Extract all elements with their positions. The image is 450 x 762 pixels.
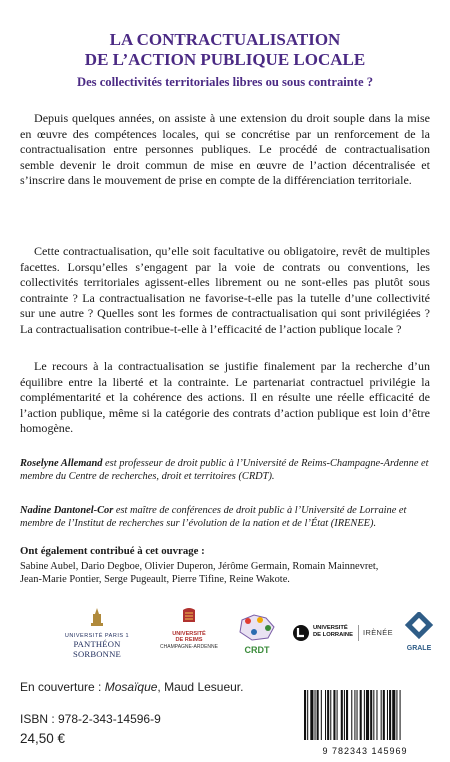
sorbonne-emblem-icon: [52, 606, 142, 628]
barcode-bar: [351, 690, 352, 740]
summary-text-2: Cette contractualisation, qu’elle soit facultative ou obligatoire, revêt de multiples facettes. Lorsqu’elles s’engagent par la voie de contrats ou conventions, les collectivités territoriales agissent-elles librement ou ne sont-elles pas plutôt sous contrainte ? La contractualisation ne favorise-t-elle pas la tutelle d’une collectivité sur une autre ? Quelles sont les formes de contractualisation qui sont privilégiées ? La contractualisation contribue-t-elle à l’efficacité de l’action publique locale ?: [20, 244, 430, 336]
reims-university-logo: [156, 606, 222, 658]
cover-credit-prefix: En couverture :: [20, 680, 105, 694]
irenee-logo: [358, 625, 403, 641]
summary-paragraph-2: [20, 244, 430, 338]
reims-text-2: DE REIMS: [175, 637, 203, 644]
barcode-bar: [357, 690, 358, 740]
barcode-bar: [315, 690, 316, 740]
lorraine-text-1: UNIVERSITÉ: [313, 625, 348, 631]
barcode-bar: [360, 690, 362, 740]
book-title-line-2: DE L’ACTION PUBLIQUE LOCALE: [84, 50, 366, 69]
grale-emblem-icon: [404, 612, 434, 640]
barcode-bar: [307, 690, 308, 740]
barcode-bar: [381, 690, 382, 740]
cover-credit-suffix: , Maud Lesueur.: [157, 680, 244, 694]
author-name-2: Nadine Dantonel-Cor: [20, 505, 114, 516]
author-bio-text-2: est maître de conférences de droit public à l’Université de Lorraine et membre de l’Institut de recherches sur l’évolution de la nation et de l’État (IRENEE).: [20, 505, 407, 529]
barcode-bar: [383, 690, 385, 740]
sorbonne-main-text: PANTHÉON SORBONNE: [73, 639, 121, 659]
contributors-heading: Ont également contribué à cet ouvrage :: [20, 545, 205, 557]
barcode-digits: 9 782343 145969: [322, 746, 408, 756]
barcode-bar: [373, 690, 374, 740]
barcode-bar: [341, 690, 343, 740]
barcode-bar: [389, 690, 391, 740]
barcode-bar: [330, 690, 331, 740]
barcode-bar: [364, 690, 365, 740]
barcode-bar: [376, 690, 377, 740]
barcode-bar: [370, 690, 372, 740]
barcode-bar: [344, 690, 345, 740]
grale-text: GRALE: [406, 645, 432, 652]
crdt-map-icon: [232, 612, 282, 642]
summary-paragraph-1: [20, 111, 430, 189]
isbn-text: ISBN : 978-2-343-14596-9: [20, 712, 161, 726]
barcode-icon: [298, 690, 432, 740]
author-bio-1: [20, 458, 430, 483]
barcode-bar: [400, 690, 401, 740]
book-title: [20, 30, 430, 70]
summary-text-1: Depuis quelques années, on assiste à une extension du droit souple dans la mise en œuvre des compétences locales, qui se concrétise par un renforcement de la contractualisation entre personnes publiques. Le procédé de contractualisation semble devenir le droit commun de mise en œuvre de l’action décentralisée et s’inscrire dans le mouvement de prise en compte de la différenciation territoriale.: [20, 111, 430, 188]
isbn-barcode: [298, 690, 432, 756]
barcode-bar: [337, 690, 338, 740]
author-name-1: Roselyne Allemand: [20, 458, 103, 469]
summary-text-3: Le recours à la contractualisation se justifie finalement par la recherche d’un équilibre entre la liberté et la contrainte. Le partenariat contractuel privilégie la complémentarité et la cohérence des actions. Il en résulte une réelle efficacité de l’action publique, même si la catégorie des contrats d’action publique est loin d’être homogène.: [20, 359, 430, 436]
price-text: 24,50 €: [20, 731, 66, 746]
barcode-bar: [317, 690, 319, 740]
crdt-logo: [232, 612, 282, 656]
author-bio-text-1: est professeur de droit public à l’Université de Reims-Champagne-Ardenne et membre du Centre de recherches, droit et territoires (CRDT).: [20, 458, 429, 482]
crdt-text: CRDT: [244, 645, 270, 655]
contributors-line-1: Sabine Aubel, Dario Degboe, Olivier Duperon, Jérôme Germain, Romain Mainnevret,: [20, 561, 379, 572]
lorraine-university-logo: [292, 622, 354, 644]
barcode-bar: [387, 690, 388, 740]
barcode-bar: [325, 690, 326, 740]
barcode-bar: [304, 690, 306, 740]
cover-credit: [20, 680, 243, 694]
barcode-bar: [354, 690, 355, 740]
barcode-bar: [333, 690, 335, 740]
book-title-line-1: LA CONTRACTUALISATION: [109, 30, 341, 49]
barcode-bar: [310, 690, 313, 740]
pantheon-sorbonne-logo: [52, 606, 142, 659]
barcode-bar: [366, 690, 369, 740]
barcode-bar: [321, 690, 322, 740]
summary-paragraph-3: [20, 359, 430, 437]
lorraine-text-2: DE LORRAINE: [313, 632, 353, 638]
reims-emblem-icon: [156, 606, 222, 626]
contributors-line-2: Jean-Marie Pontier, Serge Pugeault, Pierre Tifine, Reine Wakote.: [20, 574, 290, 586]
reims-text-1: UNIVERSITÉ: [172, 631, 206, 637]
reims-text-3: CHAMPAGNE-ARDENNE: [160, 643, 218, 650]
barcode-bar: [346, 690, 348, 740]
cover-credit-work: Mosaïque: [104, 680, 158, 694]
grale-logo: [404, 612, 434, 656]
irenee-text: IRÈNÉE: [363, 628, 393, 637]
barcode-bar: [396, 690, 397, 740]
barcode-bar: [327, 690, 329, 740]
author-bio-2: [20, 505, 430, 530]
contributors-list: [20, 560, 430, 586]
lorraine-emblem-icon: [292, 624, 310, 642]
sorbonne-top-text: UNIVERSITÉ PARIS 1: [64, 633, 130, 639]
barcode-bar: [392, 690, 395, 740]
book-subtitle: Des collectivités territoriales libres ou sous contrainte ?: [76, 75, 373, 89]
